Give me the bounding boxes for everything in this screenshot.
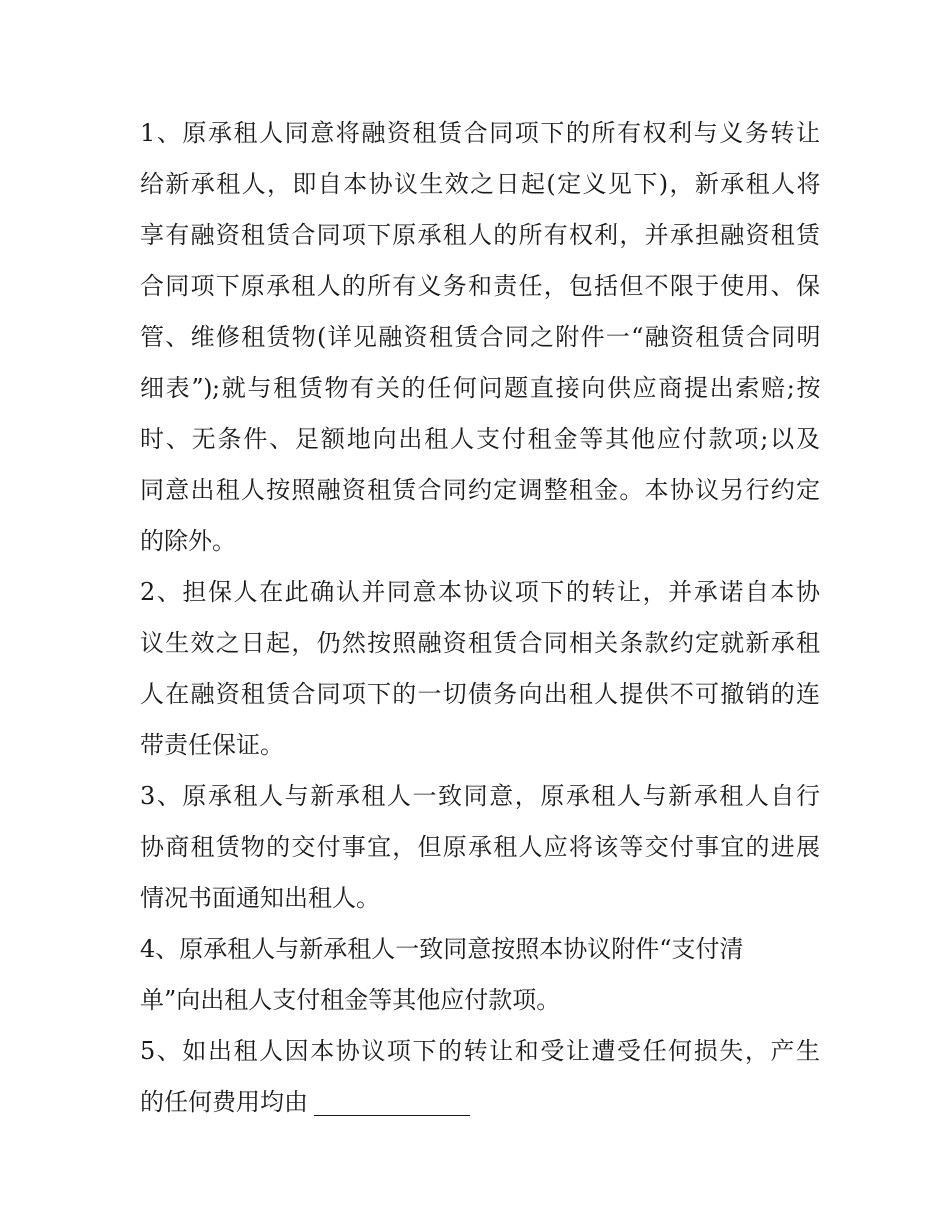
clause-2-line: 带责任保证。 [140,731,284,759]
clause-5-line-text: 的任何费用均由 [140,1088,308,1116]
clause-2-line: 人在融资租赁合同项下的一切债务向出租人提供不可撤销的连 [140,680,820,708]
clause-1-line: 1、原承租人同意将融资租赁合同项下的所有权利与义务转让 [140,119,820,147]
clause-5-line: 5、如出租人因本协议项下的转让和受让遭受任何损失，产生 [140,1037,820,1065]
clause-1-line: 享有融资租赁合同项下原承租人的所有权利，并承担融资租赁 [140,221,820,249]
clause-1-line: 合同项下原承租人的所有义务和责任，包括但不限于使用、保 [140,272,820,300]
clause-5-last-line [140,1077,820,1128]
clause-2-line: 议生效之日起，仍然按照融资租赁合同相关条款约定就新承租 [140,629,820,657]
document-body [140,108,820,1128]
clause-4 [140,924,820,1026]
clause-1-line: 细表”);就与租赁物有关的任何问题直接向供应商提出索赔;按 [140,374,820,402]
clause-2 [140,567,820,771]
clause-1-line: 同意出租人按照融资租赁合同约定调整租金。本协议另行约定 [140,476,820,504]
clause-1-line: 时、无条件、足额地向出租人支付租金等其他应付款项;以及 [140,425,820,453]
clause-1-line: 给新承租人，即自本协议生效之日起(定义见下)，新承租人将 [140,170,820,198]
clause-4-line: 单”向出租人支付租金等其他应付款项。 [140,986,561,1014]
clause-3 [140,771,820,924]
clause-1-line: 管、维修租赁物(详见融资租赁合同之附件一“融资租赁合同明 [140,323,820,351]
clause-5 [140,1026,820,1128]
fill-in-blank[interactable] [314,1087,470,1116]
clause-3-line: 协商租赁物的交付事宜，但原承租人应将该等交付事宜的进展 [140,833,820,861]
clause-3-line: 3、原承租人与新承租人一致同意，原承租人与新承租人自行 [140,782,820,810]
clause-3-line: 情况书面通知出租人。 [140,884,380,912]
clause-4-line: 4、原承租人与新承租人一致同意按照本协议附件“支付清 [140,935,744,963]
clause-1 [140,108,820,567]
clause-2-line: 2、担保人在此确认并同意本协议项下的转让，并承诺自本协 [140,578,820,606]
clause-1-line: 的除外。 [140,527,236,555]
